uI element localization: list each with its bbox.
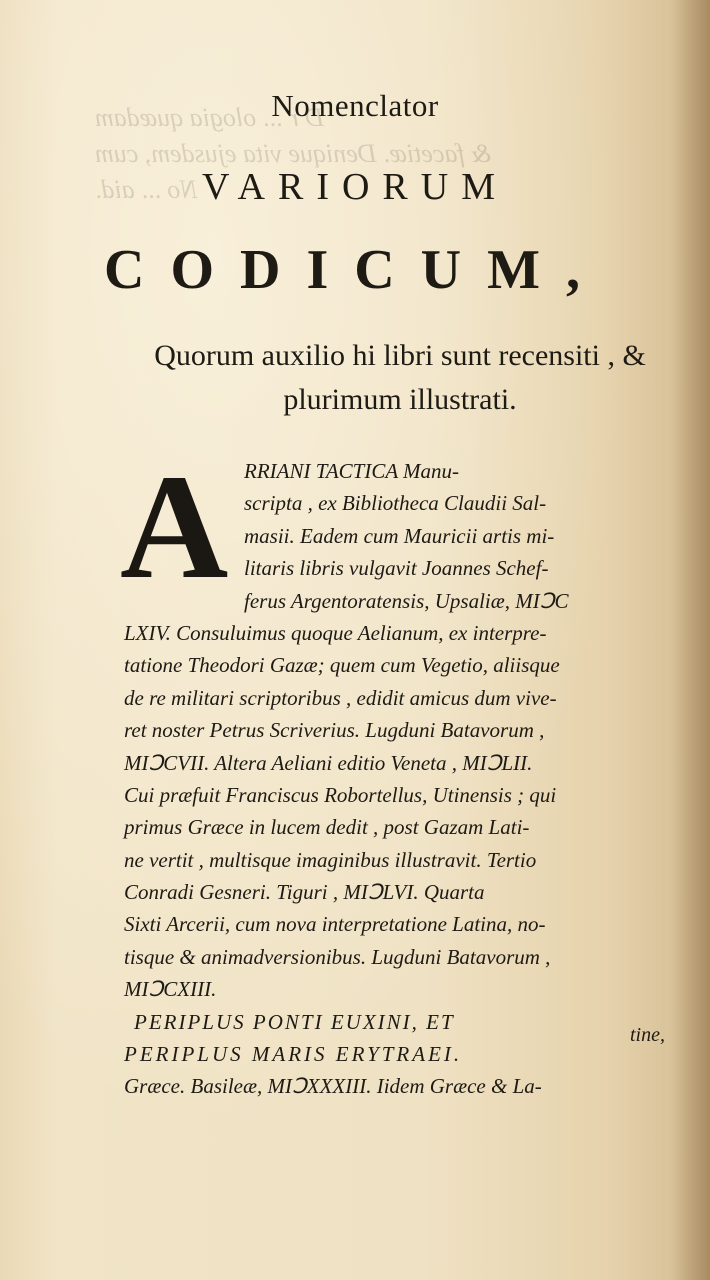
text-line: PERIPLUS PONTI EUXINI, ET	[134, 1009, 455, 1034]
page-edge-shadow	[670, 0, 710, 1280]
text-line: MIↃCVII. Altera Aeliani editio Veneta , MIↃLII.	[124, 750, 533, 775]
text-line: de re militari scriptoribus , edidit amicus dum vive-	[124, 685, 557, 710]
subtitle-line: plurimum illustrati.	[283, 383, 517, 416]
bleed-line: D r ... ologia quædam	[95, 103, 324, 132]
text-line: PERIPLUS MARIS ERYTRAEI.	[124, 1042, 463, 1067]
text-line: LXIV. Consuluimus quoque Aelianum, ex interpre-	[124, 620, 547, 645]
body-text	[124, 455, 684, 1103]
text-line: tisque & animadversionibus. Lugduni Batavorum ,	[124, 944, 551, 969]
drop-cap: A	[120, 444, 229, 610]
title-variorum: VARIORUM	[201, 166, 508, 208]
subtitle-line: Quorum auxilio hi libri sunt recensiti , &	[154, 339, 646, 372]
text-line: ne vertit , multisque imaginibus illustravit. Tertio	[124, 847, 537, 872]
text-line: primus Græce in lucem dedit , post Gazam Lati-	[124, 815, 530, 840]
text-line: Græce. Basileæ, MIↃXXXIII. Iidem Græce & La-	[124, 1074, 542, 1099]
text-line: RRIANI TACTICA Manu-	[244, 459, 460, 483]
text-line: Cui præfuit Franciscus Robortellus, Utinensis ; qui	[124, 782, 557, 807]
text-line: litaris libris vulgavit Joannes Schef-	[244, 556, 549, 581]
text-line: masii. Eadem cum Mauricii artis mi-	[244, 523, 555, 548]
text-line: ret noster Petrus Scriverius. Lugduni Batavorum ,	[124, 718, 545, 743]
text-line: Conradi Gesneri. Tiguri , MIↃLVI. Quarta	[124, 880, 485, 905]
bleed-line: & facetiæ. Denique vita ejusdem, cum	[95, 139, 492, 168]
subtitle	[110, 334, 690, 422]
running-head: Nomenclator	[271, 88, 439, 123]
text-line: ferus Argentoratensis, Upsaliæ, MIↃC	[244, 588, 569, 613]
bleed-line: No ... aid.	[95, 175, 198, 204]
text-line: tatione Theodori Gazæ; quem cum Vegetio, aliisque	[124, 653, 560, 678]
title-codicum: CODICUM,	[104, 239, 606, 301]
text-line: MIↃCXIII.	[124, 977, 217, 1002]
text-line: scripta , ex Bibliotheca Claudii Sal-	[244, 491, 547, 516]
text-line: Sixti Arcerii, cum nova interpretatione Latina, no-	[124, 912, 546, 937]
catchword: tine,	[630, 1024, 665, 1046]
